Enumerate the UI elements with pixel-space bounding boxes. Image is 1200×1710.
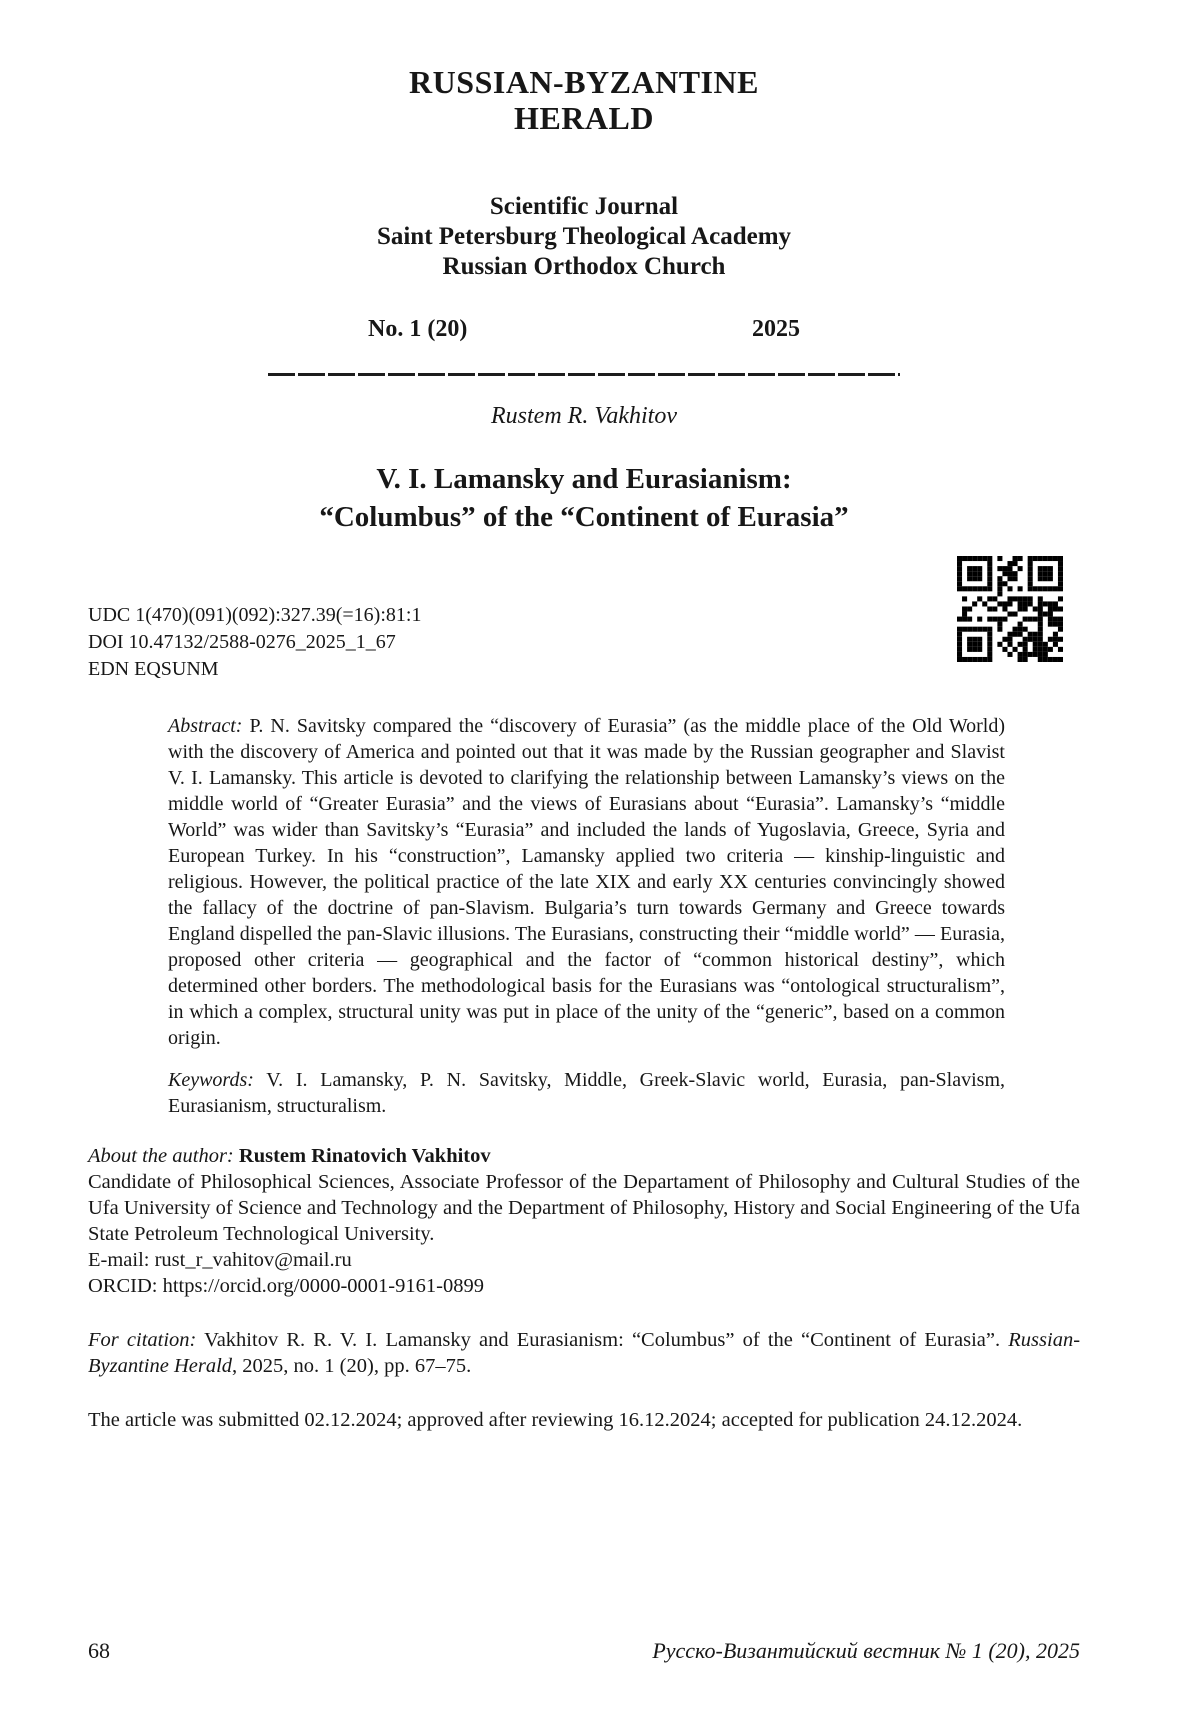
submission-dates: The article was submitted 02.12.2024; approved after reviewing 16.12.2024; accepted for publication 24.12.2024. <box>88 1409 1023 1431</box>
about-author-name: Rustem Rinatovich Vakhitov <box>238 1145 491 1167</box>
abstract-text: P. N. Savitsky compared the “discovery of Eurasia” (as the middle place of the Old World) with the discovery of America and pointed out that it was made by the Russian geographer and Slavist V. I. Lamansky. This article is devoted to clarifying the relationship between Lamansky’s views on the middle world of “Greater Eurasia” and the views of Eurasians about “Eurasia”. Lamansky’s “middle World” was wider than Savitsky’s “Eurasia” and included the lands of Yugoslavia, Greece, Syria and European Turkey. In his “construction”, Lamansky applied two criteria — kinship-linguistic and religious. However, the political practice of the late XIX and early XX centuries convincingly showed the fallacy of the doctrine of pan-Slavism. Bulgaria’s turn towards Germany and Greece towards England dispelled the pan-Slavic illusions. The Eurasians, constructing their “middle world” — Eurasia, proposed other criteria — geographical and the factor of “common historical destiny”, which determined other borders. The methodological basis for the Eurasians was “ontological structuralism”, in which a complex, structural unity was put in place of the unity of the “generic”, based on a common origin. <box>168 715 1006 1049</box>
journal-title-line2: HERALD <box>514 100 654 136</box>
abstract-label: Abstract: <box>168 715 243 737</box>
article-title-line2: “Columbus” of the “Continent of Eurasia” <box>319 501 849 533</box>
citation-journal: Russian-Byzantine Herald <box>88 1329 1081 1377</box>
keywords-text: V. I. Lamansky, P. N. Savitsky, Middle, Greek-Slavic world, Eurasia, pan-Slavism, Eurasianism, structuralism. <box>168 1069 1005 1117</box>
email-line <box>88 1247 1080 1273</box>
orcid-value: https://orcid.org/0000-0001-9161-0899 <box>162 1275 484 1297</box>
meta-row <box>88 556 1080 683</box>
about-author-heading <box>88 1143 1080 1169</box>
citation-label: For citation: <box>88 1329 197 1351</box>
page-number: 68 <box>88 1638 110 1663</box>
udc-code: UDC 1(470)(091)(092):327.39(=16):81:1 <box>88 604 422 626</box>
abstract-paragraph <box>168 713 1005 1051</box>
qr-code-image <box>957 556 1063 662</box>
edn-code: EDN EQSUNM <box>88 658 219 680</box>
abstract-section <box>168 713 1005 1119</box>
doi-code: DOI 10.47132/2588-0276_2025_1_67 <box>88 631 396 653</box>
citation-text: Vakhitov R. R. V. I. Lamansky and Eurasianism: “Columbus” of the “Continent of Eurasia”. <box>204 1329 1001 1351</box>
journal-subtitle-line1: Scientific Journal <box>489 193 679 220</box>
email-value: rust_r_vahitov@mail.ru <box>154 1249 352 1271</box>
journal-subtitle-line2: Saint Petersburg Theological Academy <box>376 223 792 250</box>
orcid-label: ORCID: <box>88 1275 158 1297</box>
orcid-line <box>88 1273 1080 1299</box>
issue-year: 2025 <box>752 316 800 342</box>
keywords-label: Keywords: <box>168 1069 254 1091</box>
keywords-paragraph <box>168 1067 1005 1119</box>
journal-subtitle-line3: Russian Orthodox Church <box>442 253 726 280</box>
citation-paragraph <box>88 1327 1080 1379</box>
about-author-section <box>88 1143 1080 1299</box>
qr-code <box>957 556 1063 662</box>
article-identifiers <box>88 602 421 683</box>
journal-subtitle <box>88 192 1080 282</box>
masthead-divider <box>268 373 900 376</box>
running-title: Русско-Византийский вестник № 1 (20), 2025 <box>652 1638 1080 1663</box>
article-title-line1: V. I. Lamansky and Eurasianism: <box>376 463 792 495</box>
issue-row <box>268 316 900 343</box>
journal-title <box>88 64 1080 136</box>
about-author-affiliation: Candidate of Philosophical Sciences, Associate Professor of the Departament of Philosophy and Cultural Studies of the Ufa University of Science and Technology and the Department of Philosophy, History and Social Engineering of the Ufa State Petroleum Technological University. <box>88 1171 1080 1245</box>
email-label: E-mail: <box>88 1249 150 1271</box>
article-author: Rustem R. Vakhitov <box>491 403 677 429</box>
issue-box <box>268 316 900 376</box>
masthead <box>88 64 1080 376</box>
article-title <box>88 460 1080 536</box>
journal-title-line1: RUSSIAN-BYZANTINE <box>409 64 759 100</box>
page-footer <box>88 1638 1080 1664</box>
issue-number: No. 1 (20) <box>368 316 468 342</box>
about-author-label: About the author: <box>88 1145 234 1167</box>
citation-issue-pages: , 2025, no. 1 (20), pp. 67–75. <box>232 1355 472 1377</box>
